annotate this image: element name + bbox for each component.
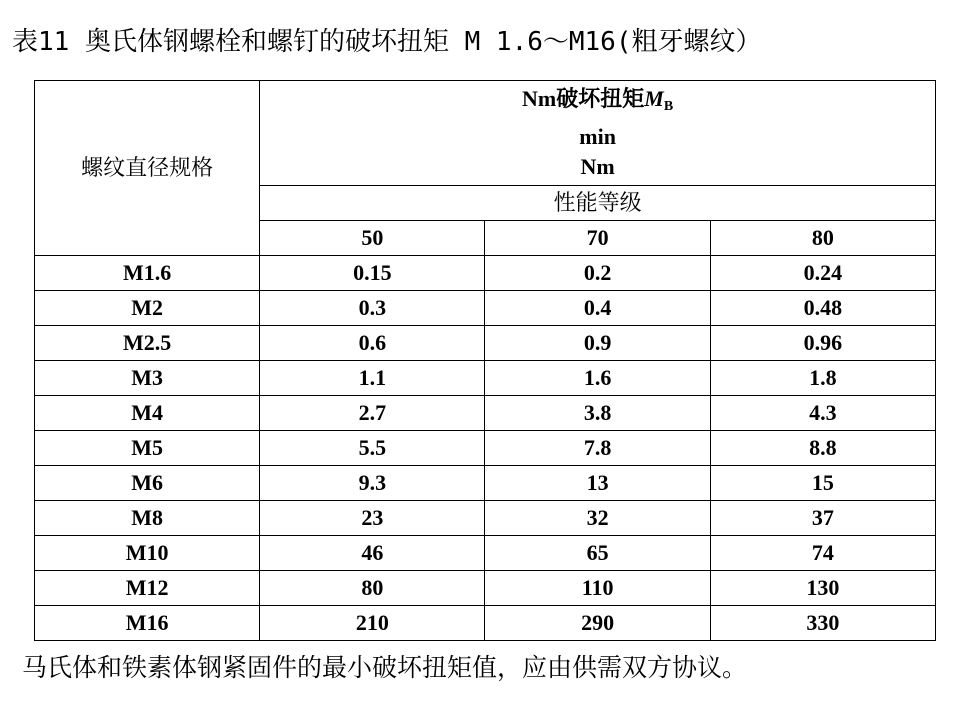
torque-value-cell: 0.15 xyxy=(260,256,485,291)
torque-value-cell: 9.3 xyxy=(260,466,485,501)
table-row xyxy=(35,536,936,571)
torque-column-header xyxy=(260,81,936,186)
grade-cell: 70 xyxy=(485,221,710,256)
table-row xyxy=(35,606,936,641)
table-row xyxy=(35,326,936,361)
torque-symbol-subscript: B xyxy=(663,99,674,114)
thread-size-cell: M6 xyxy=(35,466,260,501)
torque-value-cell: 23 xyxy=(260,501,485,536)
torque-value-cell: 7.8 xyxy=(485,431,710,466)
torque-header-line-2: min xyxy=(579,124,616,149)
table-header xyxy=(35,81,936,256)
torque-value-cell: 8.8 xyxy=(710,431,935,466)
table-row xyxy=(35,291,936,326)
torque-value-cell: 80 xyxy=(260,571,485,606)
torque-value-cell: 1.1 xyxy=(260,361,485,396)
torque-value-cell: 15 xyxy=(710,466,935,501)
torque-value-cell: 0.24 xyxy=(710,256,935,291)
torque-value-cell: 290 xyxy=(485,606,710,641)
page-title: 表11 奥氏体钢螺栓和螺钉的破坏扭矩 M 1.6～M16(粗牙螺纹） xyxy=(12,27,762,57)
torque-value-cell: 0.9 xyxy=(485,326,710,361)
torque-value-cell: 2.7 xyxy=(260,396,485,431)
torque-value-cell: 0.6 xyxy=(260,326,485,361)
thread-size-cell: M16 xyxy=(35,606,260,641)
torque-value-cell: 110 xyxy=(485,571,710,606)
grade-cell: 50 xyxy=(260,221,485,256)
torque-value-cell: 65 xyxy=(485,536,710,571)
thread-size-cell: M1.6 xyxy=(35,256,260,291)
thread-size-cell: M3 xyxy=(35,361,260,396)
table-row xyxy=(35,466,936,501)
thread-size-cell: M12 xyxy=(35,571,260,606)
torque-table xyxy=(34,80,936,641)
torque-value-cell: 0.48 xyxy=(710,291,935,326)
property-class-header: 性能等级 xyxy=(260,186,936,221)
torque-value-cell: 3.8 xyxy=(485,396,710,431)
grade-cell: 80 xyxy=(710,221,935,256)
table-body xyxy=(35,256,936,641)
thread-size-cell: M2.5 xyxy=(35,326,260,361)
torque-value-cell: 37 xyxy=(710,501,935,536)
thread-size-cell: M8 xyxy=(35,501,260,536)
torque-value-cell: 0.96 xyxy=(710,326,935,361)
thread-size-cell: M5 xyxy=(35,431,260,466)
thread-size-cell: M2 xyxy=(35,291,260,326)
torque-value-cell: 1.8 xyxy=(710,361,935,396)
torque-value-cell: 4.3 xyxy=(710,396,935,431)
torque-value-cell: 13 xyxy=(485,466,710,501)
torque-value-cell: 0.4 xyxy=(485,291,710,326)
table-row xyxy=(35,396,936,431)
torque-value-cell: 130 xyxy=(710,571,935,606)
torque-value-cell: 0.3 xyxy=(260,291,485,326)
torque-value-cell: 1.6 xyxy=(485,361,710,396)
size-column-header: 螺纹直径规格 xyxy=(35,81,260,256)
torque-table-container xyxy=(34,80,936,641)
table-row xyxy=(35,361,936,396)
table-row xyxy=(35,571,936,606)
table-row xyxy=(35,431,936,466)
torque-header-line-1 xyxy=(260,84,935,122)
torque-value-cell: 0.2 xyxy=(485,256,710,291)
torque-value-cell: 32 xyxy=(485,501,710,536)
thread-size-cell: M4 xyxy=(35,396,260,431)
table-row xyxy=(35,501,936,536)
footnote: 马氏体和铁素体钢紧固件的最小破坏扭矩值，应由供需双方协议。 xyxy=(22,653,748,682)
torque-value-cell: 46 xyxy=(260,536,485,571)
torque-value-cell: 5.5 xyxy=(260,431,485,466)
torque-value-cell: 330 xyxy=(710,606,935,641)
torque-header-line-3: Nm xyxy=(580,154,615,179)
thread-size-cell: M10 xyxy=(35,536,260,571)
torque-value-cell: 74 xyxy=(710,536,935,571)
torque-header-label: Nm破坏扭矩 xyxy=(522,86,645,111)
table-row xyxy=(35,256,936,291)
torque-symbol: M xyxy=(644,86,664,111)
torque-value-cell: 210 xyxy=(260,606,485,641)
